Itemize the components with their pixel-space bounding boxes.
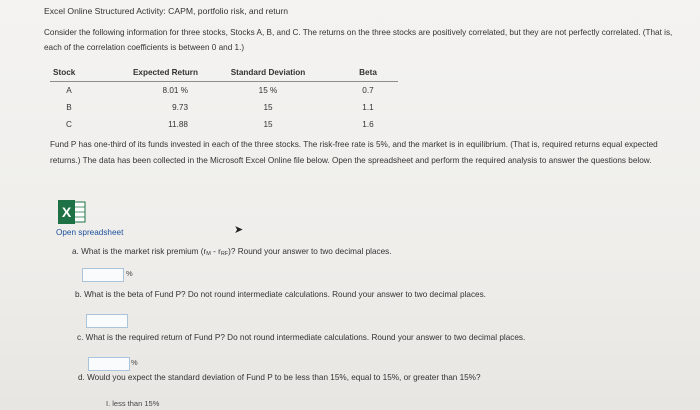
question-a-mid: - r	[210, 247, 221, 256]
answer-c-unit: %	[131, 358, 138, 367]
cell-expected-return: 11.88	[168, 120, 188, 129]
cell-beta: 1.1	[362, 103, 374, 112]
cell-stock: C	[66, 120, 72, 129]
cell-beta: 0.7	[362, 86, 374, 95]
excel-icon[interactable]	[58, 200, 86, 224]
header-std-dev: Standard Deviation	[198, 66, 338, 82]
page-title: Excel Online Structured Activity: CAPM, portfolio risk, and return	[44, 6, 289, 16]
header-expected-return: Expected Return	[88, 66, 198, 82]
header-stock: Stock	[50, 66, 88, 82]
question-a-sub-m: M	[206, 251, 211, 257]
intro-text: Consider the following information for three stocks, Stocks A, B, and C. The returns on the three stocks are positively correlated, but they are not perfectly correlated. (That is, each of the correlation coefficients is between 0 and 1.)	[44, 28, 673, 52]
cell-expected-return: 8.01 %	[162, 86, 188, 95]
mouse-cursor-icon: ➤	[234, 224, 244, 236]
table-row	[50, 116, 398, 133]
question-a-sub-rf: RF	[220, 251, 229, 257]
table-row	[50, 99, 398, 116]
header-beta: Beta	[338, 66, 398, 82]
question-c: c. What is the required return of Fund P? Do not round intermediate calculations. Round your answer to two decimal places.	[77, 333, 526, 342]
cell-stock: B	[66, 103, 72, 112]
stock-table	[50, 66, 398, 133]
cell-std-dev: 15 %	[258, 86, 278, 95]
question-d: d. Would you expect the standard deviation of Fund P to be less than 15%, equal to 15%, or greater than 15%?	[78, 373, 481, 382]
cell-beta: 1.6	[362, 120, 374, 129]
cell-std-dev: 15	[263, 103, 273, 112]
answer-c-input[interactable]	[88, 357, 130, 371]
question-a-suffix: )? Round your answer to two decimal places.	[228, 247, 392, 256]
answer-b-input[interactable]	[86, 314, 128, 328]
question-a	[72, 247, 392, 257]
table-header-row	[50, 66, 398, 82]
fund-description: Fund P has one-third of its funds invested in each of the three stocks. The risk-free rate is 5%, and the market is in equilibrium. (That is, required returns equal expected returns.) The data has been collected in the Microsoft Excel Online file below. Open the spreadsheet and perform the required analysis to answer the questions below.	[50, 140, 658, 165]
table-row	[50, 82, 398, 100]
question-b: b. What is the beta of Fund P? Do not round intermediate calculations. Round your answer to two decimal places.	[75, 290, 486, 299]
excel-icon-letter: X	[61, 204, 72, 220]
cell-expected-return: 9.73	[172, 103, 188, 112]
cell-std-dev: 15	[263, 120, 273, 129]
answer-a-unit: %	[126, 269, 133, 278]
option-less-than-15[interactable]: I. less than 15%	[106, 399, 160, 408]
cell-stock: A	[66, 86, 72, 95]
answer-a-input[interactable]	[82, 268, 124, 282]
question-a-prefix: a. What is the market risk premium (r	[72, 247, 207, 256]
open-spreadsheet-link[interactable]: Open spreadsheet	[56, 228, 124, 237]
